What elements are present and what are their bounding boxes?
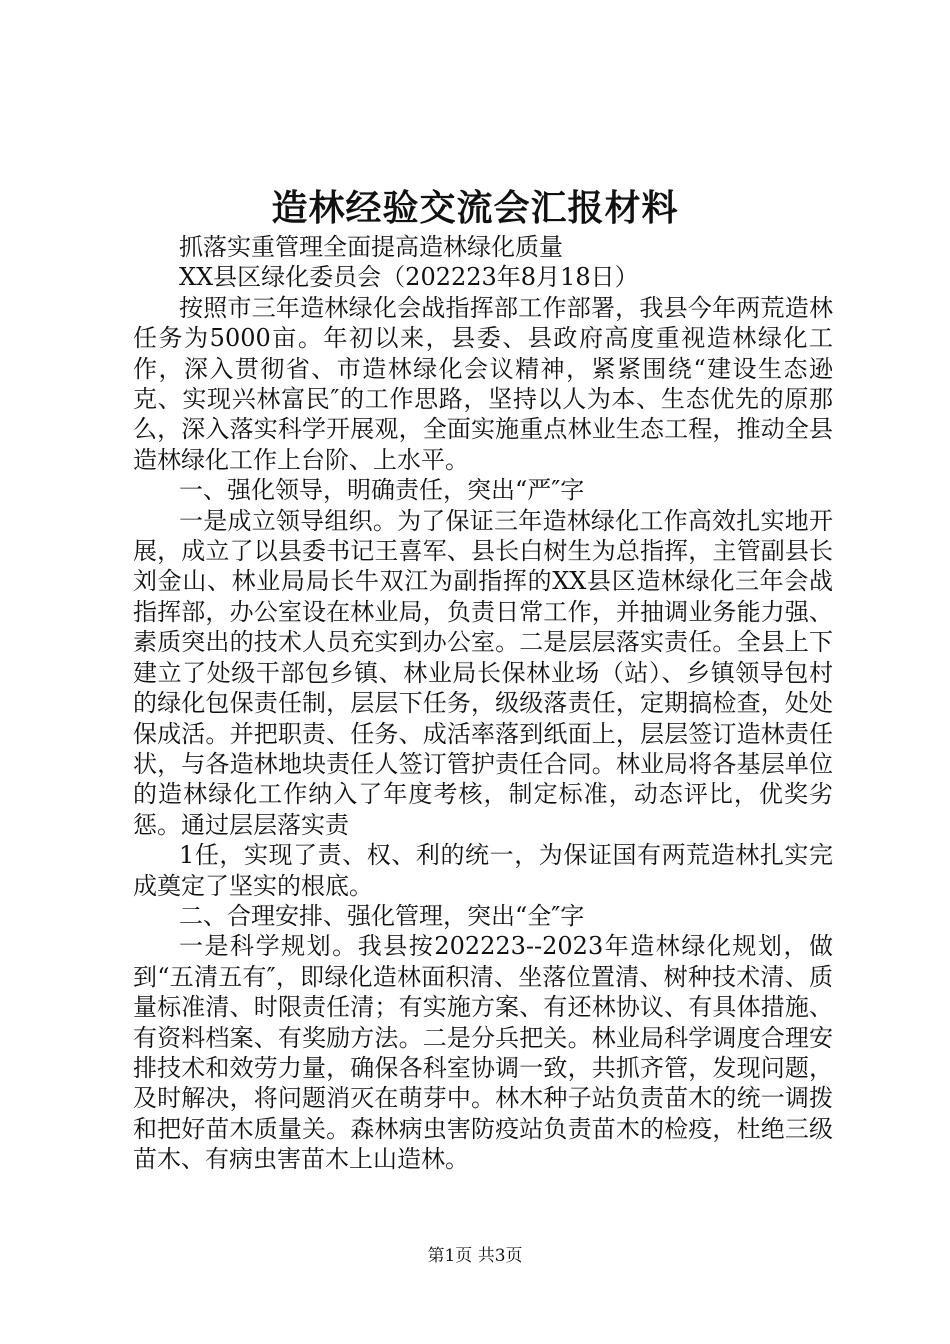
section-heading-2: 二、合理安排、强化管理，突出“全″字 (179, 901, 585, 930)
document-body (133, 232, 833, 1175)
document-title: 造林经验交流会汇报材料 (271, 187, 679, 229)
section-heading-1: 一、强化领导，明确责任，突出“严″字 (179, 476, 585, 505)
intro-paragraph: 按照市三年造林绿化会战指挥部工作部署，我县今年两荒造林任务为5000亩。年初以来，县委、县政府高度重视造林绿化工作，深入贯彻省、市造林绿化会议精神，紧紧围绕“建设生态逊克、实现兴林富民″的工作思路，坚持以人为本、生态优先的原那么，深入落实科学开展观，全面实施重点林业生态工程，推动全县造林绿化工作上台阶、上水平。 (133, 293, 833, 474)
issuer-date: XX县区绿化委员会（202223年8月18日） (179, 263, 639, 292)
section-1-paragraph: 一是成立领导组织。为了保证三年造林绿化工作高效扎实地开展，成立了以县委书记王喜军、县长白树生为总指挥，主管副县长刘金山、林业局局长牛双江为副指挥的XX县区造林绿化三年会战指挥部，办公室设在林业局，负责日常工作，并抽调业务能力强、素质突出的技术人员充实到办公室。二是层层落实责任。全县上下建立了处级干部包乡镇、林业局长保林业场（站）、乡镇领导包村的绿化包保责任制，层层下任务，级级落责任，定期搞检查，处处保成活。并把职责、任务、成活率落到纸面上，层层签订造林责任状，与各造林地块责任人签订管护责任合同。林业局将各基层单位的造林绿化工作纳入了年度考核，制定标准，动态评比，优奖劣惩。通过层层落实责 (133, 506, 833, 839)
page-footer: 第1页 共3页 (427, 1246, 523, 1266)
section-2-paragraph: 一是科学规划。我县按202223--2023年造林绿化规划，做到“五清五有″，即绿化造林面积清、坐落位置清、树种技术清、质量标准清、时限责任清；有实施方案、有还林协议、有具体措施、有资料档案、有奖励方法。二是分兵把关。林业局科学调度合理安排技术和效劳力量，确保各科室协调一致，共抓齐管，发现问题，及时解决，将问题消灭在萌芽中。林木种子站负责苗木的统一调拨和把好苗木质量关。森林病虫害防疫站负责苗木的检疫，杜绝三级苗木、有病虫害苗木上山造林。 (133, 932, 833, 1174)
section-1-continuation: 1任，实现了责、权、利的统一，为保证国有两荒造林扎实完成奠定了坚实的根底。 (133, 841, 833, 900)
subtitle: 抓落实重管理全面提高造林绿化质量 (179, 233, 563, 261)
